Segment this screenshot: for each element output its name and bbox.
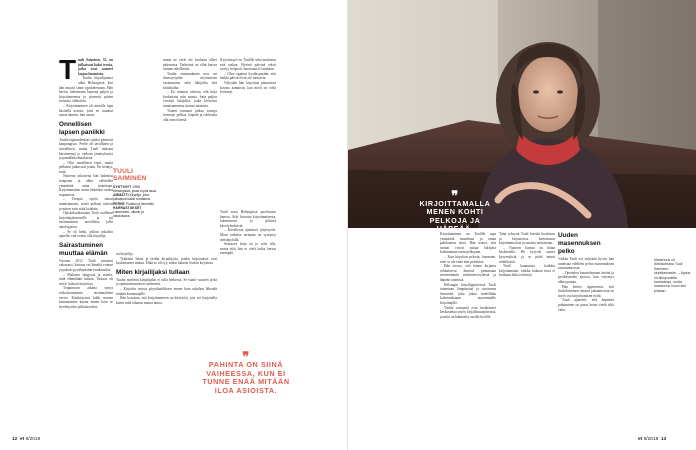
paragraph: – Se oli hetki, jolloin uskalsin ajatella, että voisin olla kirjailija. [59, 229, 113, 239]
paragraph: Toinen romaani jatkaa samoja teemoja: pelkoa, häpeää ja rohkeutta olla oma itsensä. [163, 108, 217, 122]
folio-left [12, 437, 40, 442]
paragraph: Hän korostaa, että kirjoittaminen on käsityötä, jota voi harjoitella kuten mitä tahansa muuta taitoa. [116, 296, 217, 305]
factbox [113, 168, 158, 248]
paragraph: Opiskeluaikoinaan Tuuli osallistui kirjoittajakursseille ja sai ensimmäisen novellinsa julki antologiassa. [59, 211, 113, 229]
paragraph: Nykyään hän kirjoittaa pääasiassa kotona aamuisin, kun mieli on vielä levännyt. [220, 80, 276, 95]
pull-quote [414, 188, 496, 234]
paragraph: Tykkäsin lukea ja tiedän kirjailijoita, joiden kirjoitukset ovat koskettaneet minua. Ehkä se oli syy, miksi halusin itsekin kirjoittaa. [116, 256, 217, 266]
photo-caption: Masennus oli lähtökohtana Tuuli Saimisen kirjoittamiselle. – Ajatus oli alkupuolella kauheampi, mutta masennus nousi sen pintaan. [654, 258, 691, 293]
paragraph: Tuuli asuu Helsingissä puolisonsa kanssa. Arki koostuu kirjoittamisesta, lukemisesta ja pitkistä kävelylenkeistä. [220, 210, 276, 228]
folio-right [638, 437, 666, 442]
factbox-label: PERHE [113, 201, 125, 206]
paragraph: Tänä syksynä Tuuli kiertää kouluissa ja kirjastoissa kertomassa kirjoittamisesta ja omasta tarinastaan. [499, 232, 555, 246]
text-column-4 [440, 232, 496, 432]
paragraph: – Kirjoitin vuosia pöytälaatikkoon ennen kuin uskalsin lähettää mitään kustantajalle. [116, 286, 217, 296]
paragraph: Seuraava kirja on jo työn alla, mutta siitä hän ei vielä halua kertoa enempää. [220, 242, 276, 256]
lead-paragraph: uuli Saimisen, 33, on julkaissut kaksi teosta, jotka ovat saaneet laajaa huomiota. [78, 58, 113, 76]
text-column-6 [558, 232, 614, 432]
magazine-name: et [20, 437, 25, 442]
text-column-1 [59, 58, 113, 434]
paragraph: Tuulin lapsuudenkoti sijaitsi pienessä kaupungissa. Perhe oli tavallinen ja turvallinen, mutta Tuuli muistaa kärsineensä jo varhain jännityksestä ja paniikkikohtauksista. [59, 137, 113, 161]
paragraph: tai kirjailija. [116, 252, 134, 256]
factbox-text: Lukeminen, ulkoilu ja valokuvaus. [113, 210, 144, 219]
paragraph: Nuorena aikuisena hän hakeutui terapiaan ja alkoi vähitellen ymmärtää omia tunteitaan. Kirjoittaminen nousi tärkeäksi osaksi toipumista. [59, 174, 113, 197]
paragraph: – Nuorten kanssa on ihana keskustella. He kysyvät suoria kysymyksiä, ja se pitää minut rehellisenä. [499, 245, 555, 264]
factbox-text: 1985 Helsingissä, jossa myös asuu. [113, 184, 158, 194]
magazine-name: et [638, 437, 643, 442]
paragraph: mutta ne eivät ole koskaan olleet pääosassa. Tärkeintä on ollut kertoa tarinaa rehellisesti. [163, 58, 217, 72]
paragraph: Hän kertoo oppineensa, että huolehtiminen omasta jaksamisesta on myös osa kirjoittamisen työtä. [558, 284, 614, 298]
text-column-2b [116, 252, 217, 348]
factbox-text: Puoliso ja lemmikki. [125, 201, 155, 206]
paragraph: – Olin onnellinen lapsi, mutta pelkäsin jatkuvasti jotain. En tiennyt, mitä. [59, 160, 113, 174]
factbox-label: SYNTYNYT [113, 184, 132, 189]
paragraph: Tuuli kannustaa kaikkia kirjoittamaan, vaikka kukaan muu ei koskaan lukisi tekstejä. [499, 264, 555, 278]
paragraph: Kirjoittaminen on Tuulille tapa ymmärtää maailmaa ja omaa paikkaansa siinä. Hän uskoo, että tarinat voivat auttaa lukijoita kohtaamaan omia pelkojaan. [440, 232, 496, 255]
paragraph: Hän toivoo, että hänen kirjansa rohkaisevat ihmisiä puhumaan avoimemmin mielenterveydestä ja häpeän tunteista. [440, 264, 496, 282]
pull-quote-text: KIRJOITTAMALLA MENEN KOHTI PELKOJA JA HÄPEÄÄ. [419, 199, 491, 234]
subheading: Onnellisen lapsen paniikki [59, 120, 105, 136]
subheading: Sairastuminen muuttaa elämän [59, 241, 108, 257]
paragraph: – Kun kirjoitan pelosta, huomaan, ettei se ole enää niin pelottava. [440, 254, 496, 264]
drop-cap: T [59, 58, 77, 85]
text-column-3b [220, 210, 276, 350]
factbox-label: AMMATTI [113, 193, 129, 198]
factbox-item [113, 185, 158, 193]
subheading: Uuden masennuksen pelko [558, 232, 601, 255]
paragraph: Tuuli ajattelee, että häpeästä puhuminen on paras keino viedä siltä valta. [558, 298, 614, 312]
paragraph: – Terapia opetti minut tunnistamaan, mistä pelkoni tulevat ja miten voin niitä kohdata. [59, 197, 113, 211]
paragraph: – Makasin sängyssä ja mietin, mitä elämältäni haluan. Vastaus oli selvä: halusin kirjoittaa. [59, 272, 113, 286]
factbox-label: HARRASTUKSET [113, 205, 142, 210]
page-number: 12 [12, 437, 18, 442]
paragraph: – Kävellessä ajatukset järjestyvät. Moni ratkaisu tarinaan on syntynyt metsäpolulla. [220, 228, 276, 242]
text-column-3a [220, 58, 276, 208]
pull-quote [196, 349, 296, 395]
paragraph: Kirjoitustyö on Tuulille sekä nautintoa että tuskaa. Hyvinä päivinä teksti syntyy helposti, huonoina ei lainkaan. [220, 58, 276, 72]
paragraph: Tuulin kirjailijanura alkoi Helsingissä, kun hän muutti sinne opiskelemaan. Hän kertoo lukeneensa lapsena paljon ja kirjoittaneensa jo pienestä pitäen tarinoita vihkoihin. [59, 76, 113, 104]
factbox-item [113, 206, 158, 219]
pull-quote-text: PAHINTA ON SIINÄ VAIHEESSA, KUN EI TUNNE ENÄÄ MITÄÄN ILOA ASIOISTA. [202, 360, 290, 395]
page-number: 13 [660, 437, 667, 442]
subheading: Miten kirjailijaksi tullaan [116, 268, 190, 276]
text-column-2a [163, 58, 217, 248]
paragraph: Helsingin kirjailijapiireissä Tuuli tunnetaan lämpimänä ja avoimena ihmisenä, joka jakaa mielellään kokemuksiaan nuoremmille kirjoittajille. [440, 282, 496, 305]
paragraph: Vuonna 2012 Tuuli sairastui vakavasti. Sairaus vei häneltä voimat ja pakotti pysähtymään kuukausiksi. [59, 258, 113, 272]
paragraph: Toipumisen aikana syntyi esikoisromaanin ensimmäinen versio. Käsikirjoitus kulki monen kustantamon kautta ennen kuin se hyväksyttiin julkaistavaksi. [59, 286, 113, 309]
issue-number: 6/2019 [643, 437, 659, 442]
paragraph: – Kirjoittaminen oli minulle tapa käsitellä asioita, joita en osannut sanoa ääneen, hän sanoo. [59, 103, 113, 118]
quote-mark-icon: ❞ [451, 188, 459, 203]
factbox-text: Kirjailija, joka julkaissut kaksi romaania. [113, 193, 151, 202]
paragraph: Tuulin romaanit ovat herättäneet keskustelua myös kirjallisuuspiireissä, ja niitä on käännetty useille kielille. [440, 305, 496, 319]
paragraph: – Opettelen kuuntelemaan itseäni ja pysähtymään ajoissa, kun väsymys alkaa painaa. [558, 270, 614, 284]
paragraph: – En osannut odottaa, että kirja koskettaisi niin monia. Sain paljon viestejä lukijoilta, jotka kertoivat tunnistaneensa itsensä tarinasta. [163, 90, 217, 108]
paragraph: Vaikka Tuuli voi nykyään hyvin, hän tunnistaa edelleen pelon masennuksen uusiutumisesta. [558, 257, 614, 271]
paragraph: Tuulin mielestä kirjailijaksi ei tulla hetkessä. Se vaatii vuosien työtä ja epäonnistumisten sietämistä. [116, 277, 217, 287]
issue-number: 6/2019 [25, 437, 41, 442]
factbox-title: TUULI SAIMINEN [113, 168, 147, 183]
photo-illustration [348, 0, 696, 228]
factbox-item [113, 193, 158, 201]
text-column-5 [499, 232, 555, 432]
paragraph: Tuulin ensimmäinen teos sai ilmestyttyään myönteisen vastaanoton sekä lukijoilta että kriitikoilta. [163, 71, 217, 90]
paragraph: – Olen oppinut hyväksymään, että kaikki päivät eivät ole tuottavia. [220, 71, 276, 81]
portrait-photo [348, 0, 696, 228]
quote-mark-icon: ❞ [242, 349, 250, 364]
right-page [348, 0, 696, 450]
